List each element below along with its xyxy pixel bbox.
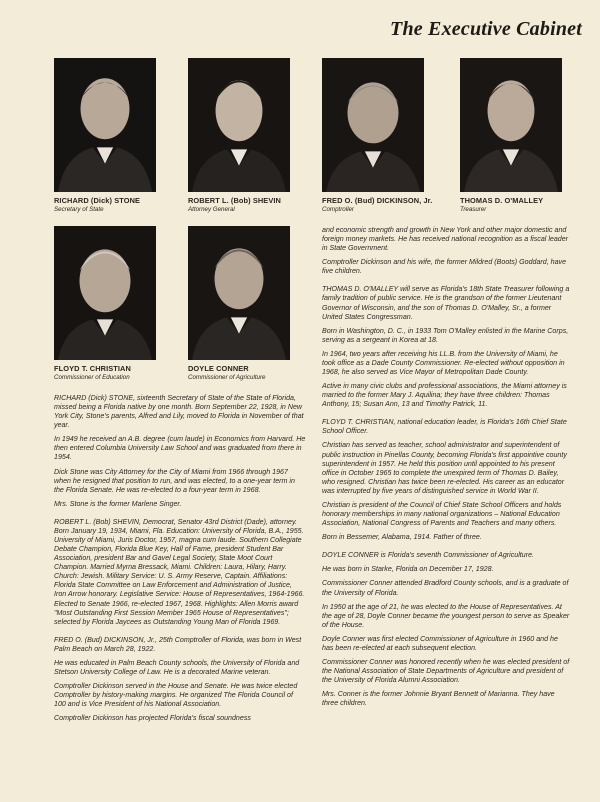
bio-paragraph: Mrs. Conner is the former Johnnie Bryant Bennett of Marianna. They have three children. — [322, 690, 555, 708]
bio-paragraph: and economic strength and growth in New York and other major domestic and foreign money markets. He has received national recognition as a fiscal leader in State Government. — [322, 226, 569, 253]
official-name: ROBERT L. (Bob) SHEVIN — [188, 196, 281, 205]
portrait-photo-omalley — [460, 58, 562, 192]
official-name: FLOYD T. CHRISTIAN — [54, 364, 131, 373]
official-name: RICHARD (Dick) STONE — [54, 196, 141, 205]
bio-paragraph: FLOYD T. CHRISTIAN, national education leader, is Florida's 16th Chief State School Officer. — [322, 418, 567, 436]
bio-paragraph: THOMAS D. O'MALLEY will serve as Florida's 18th State Treasurer following a family tradition of public service. He is the grandson of the former Lieutenant Governor of Wisconsin, and the son of Thomas D. O'Malley, Sr., a former United States Congressman. — [322, 285, 570, 321]
official-name: DOYLE CONNER — [188, 364, 249, 373]
caption-shevin — [188, 197, 281, 213]
portrait-photo-stone — [54, 58, 156, 192]
official-title: Secretary of State — [54, 205, 104, 213]
official-title: Commissioner of Agriculture — [188, 373, 266, 381]
bio-paragraph: FRED O. (Bud) DICKINSON, Jr., 25th Comptroller of Florida, was born in West Palm Beach on March 28, 1922. — [54, 635, 302, 653]
bio-paragraph: DOYLE CONNER is Florida's seventh Commissioner of Agriculture. — [322, 551, 534, 560]
official-name: THOMAS D. O'MALLEY — [460, 196, 544, 205]
official-name: FRED O. (Bud) DICKINSON, Jr. — [322, 196, 433, 205]
bio-paragraph: Christian is president of the Council of Chief State School Officers and holds honorary memberships in many national organizations – National Education Association, National Congress of Parents and Teachers and many others. — [322, 500, 562, 528]
bio-paragraph: Comptroller Dickinson served in the House and Senate. He was twice elected Comptroller by history-making margins. He organized The Florida Council of 100 and is Vice President of his National Association. — [54, 682, 298, 709]
bio-paragraph: RICHARD (Dick) STONE, sixteenth Secretary of State of the State of Florida, missed being a Florida native by one month. Born September 22, 1928, in New York City, Stone's parents, Alfred and Lily, moved to Florida in November of that year. — [54, 394, 304, 430]
caption-omalley — [460, 197, 543, 213]
bio-paragraph: Comptroller Dickinson has projected Florida's fiscal soundness — [54, 714, 251, 723]
bio-paragraph: Doyle Conner was first elected Commissioner of Agriculture in 1960 and he has been re-elected at each subsequent election. — [322, 634, 558, 652]
bio-paragraph: Born in Bessemer, Alabama, 1914. Father of three. — [322, 533, 482, 542]
bio-paragraph: Comptroller Dickinson and his wife, the former Mildred (Boots) Goddard, have five children. — [322, 258, 567, 276]
bio-paragraph: Commissioner Conner was honored recently when he was elected president of the National Association of State Departments of Agriculture and president of the University of Florida Alumni Association. — [322, 657, 570, 685]
portrait-photo-dickinson — [322, 58, 424, 192]
official-title: Attorney General — [188, 205, 235, 213]
bio-paragraph: In 1949 he received an A.B. degree (cum laude) in Economics from Harvard. He then entered Columbia University Law School and was graduated from there in 1954. — [54, 435, 306, 462]
bio-paragraph: Born in Washington, D. C., in 1933 Tom O'Malley enlisted in the Marine Corps, serving as a sergeant in Korea at 18. — [322, 326, 569, 344]
portrait-photo-christian — [54, 226, 156, 360]
official-title: Comptroller — [322, 205, 354, 213]
bio-paragraph: He was educated in Palm Beach County schools, the University of Florida and Stetson University College of Law. He is a decorated Marine veteran. — [54, 658, 300, 677]
right-column-text — [322, 226, 570, 713]
bio-paragraph: Christian has served as teacher, school administrator and superintendent of public instruction in Pinellas County, becoming Florida's first appointive county superintendent in 1957. He held this position until appointed to his present office in October 1965 to complete the unexpired term of Thomas D. Bailey, who resigned. Christian has twice been re-elected. His career as an educator was interrupted by five years of distinguished service in World War II. — [322, 441, 567, 495]
official-title: Treasurer — [460, 205, 487, 213]
portrait-photo-shevin — [188, 58, 290, 192]
portrait-photo-conner — [188, 226, 290, 360]
bio-paragraph: ROBERT L. (Bob) SHEVIN, Democrat, Senator 43rd District (Dade), attorney. Born January 19, 1934, Miami, Fla. Education: University of Florida, B.A., 1955. University of Miami, Juris Doctor, 1957, magna cum laude. Southern Collegiate Debate Champion, Florida Blue Key, Hall of Fame, president Student Bar Association, president Bar and Gavel Legal Society, State Moot Court Champion. Married Myrna Bressack, Miami. Children: Laura, Hilary, Harry. Church: Jewish. Military Service: U. S. Army Reserve, Captain. Affiliations: Florida State Committee on Law Enforcement and Administration of Justice, Iron Arrow honorary. Legislative Service: House of Representatives, 1964-1966. Elected to Senate 1966, re-elected 1967, 1968. Highlights: Allen Morris award "Most Outstanding First Session Member 1965 House of Representatives"; selected by Florida Jaycees as Outstanding Young Man of Florida 1969. — [54, 517, 305, 626]
caption-christian — [54, 365, 131, 381]
caption-conner — [188, 365, 265, 381]
caption-dickinson — [322, 197, 432, 213]
bio-paragraph: Active in many civic clubs and professional associations, the Miami attorney is married to the former Mary J. Aquilina; they have three children: Thomas Anthony, 15; Susan Ann, 13 and Timothy Patrick, 11. — [322, 382, 567, 409]
bio-paragraph: Dick Stone was City Attorney for the City of Miami from 1966 through 1967 when he resigned that position to run, and was elected, to a one-year term in the Florida Senate. He was re-elected to a four-year term in 1968. — [54, 467, 295, 494]
bio-paragraph: Commissioner Conner attended Bradford County schools, and is a graduate of the University of Florida. — [322, 579, 569, 597]
left-column-text — [54, 394, 306, 728]
bio-paragraph: In 1950 at the age of 21, he was elected to the House of Representatives. At the age of 28, Doyle Conner became the youngest person to serve as Speaker of the House. — [322, 602, 570, 629]
page-title: The Executive Cabinet — [390, 18, 582, 40]
bio-paragraph: Mrs. Stone is the former Marlene Singer. — [54, 499, 182, 508]
bio-paragraph: In 1964, two years after receiving his LL.B. from the University of Miami, he took office as a Dade County Commissioner. Re-elected without opposition in 1968, he also served as Vice Mayor of Metropolitan Dade County. — [322, 349, 565, 377]
caption-stone — [54, 197, 140, 213]
official-title: Commissioner of Education — [54, 373, 130, 381]
bio-paragraph: He was born in Starke, Florida on December 17, 1928. — [322, 565, 494, 574]
